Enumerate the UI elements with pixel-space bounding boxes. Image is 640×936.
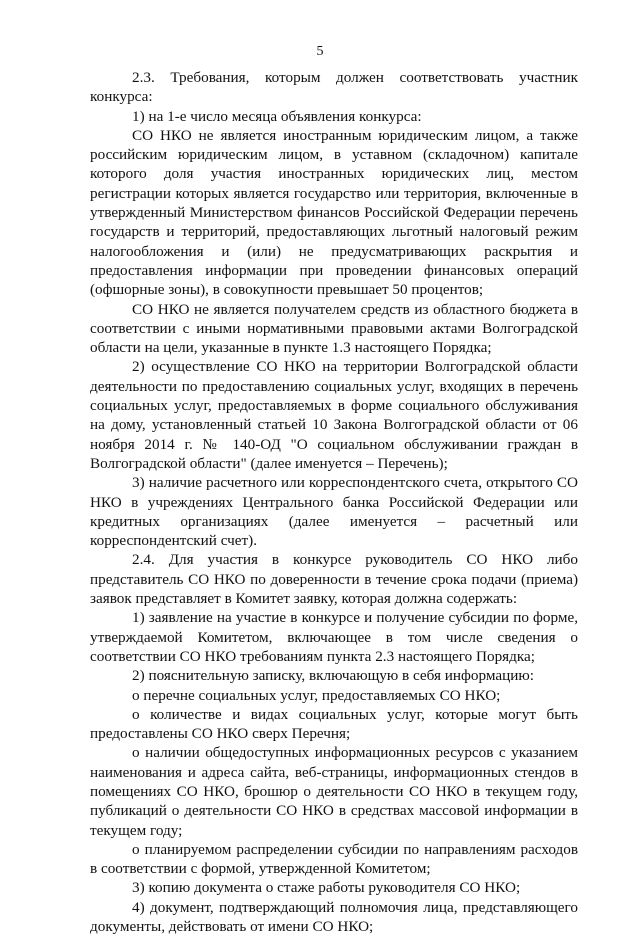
paragraph-budget-recipient: СО НКО не является получателем средств из областного бюджета в соответствии с иными нормативными правовыми актами Волгоградской области на цели, указанные в пункте 1.3 настоящего Порядка;: [90, 300, 578, 357]
paragraph-services-list: о перечне социальных услуг, предоставляемых СО НКО;: [132, 686, 501, 704]
paragraph-extra-services: о количестве и видах социальных услуг, которые могут быть предоставлены СО НКО сверх Перечня;: [90, 705, 578, 743]
paragraph-item-2: 2) осуществление СО НКО на территории Волгоградской области деятельности по предоставлению социальных услуг, входящих в перечень социальных услуг, предоставляемых в форме социального обслуживания на дому, установленный статьей 10 Закона Волгоградской области от 06 ноября 2014 г. № 140-ОД "О социальном обслуживании граждан в Волгоградской области" (далее именуется – Перечень);: [90, 358, 578, 472]
paragraph-item-4-document: 4) документ, подтверждающий полномочия лица, представляющего документы, действовать от имени СО НКО;: [90, 898, 578, 936]
paragraph-2-4-heading: 2.4. Для участия в конкурсе руководитель СО НКО либо представитель СО НКО по доверенности в течение срока подачи (приема) заявок представляет в Комитет заявку, которая должна содержать:: [90, 551, 578, 608]
paragraph-application: 1) заявление на участие в конкурсе и получение субсидии по форме, утверждаемой Комитетом, включающее в том числе сведения о соответствии СО НКО требованиям пункта 2.3 настоящего Порядка;: [90, 609, 578, 665]
paragraph-item-3-copy: 3) копию документа о стаже работы руководителя СО НКО;: [132, 879, 521, 897]
paragraph-item-3: 3) наличие расчетного или корреспондентского счета, открытого СО НКО в учреждениях Центрального банка Российской Федерации или кредитных организациях (далее именуется – расчетный или корреспондентский счет).: [90, 474, 578, 550]
document-body: [90, 68, 578, 936]
paragraph-foreign-entity: СО НКО не является иностранным юридическим лицом, а также российским юридическим лицом, в уставном (складочном) капитале которого доля участия иностранных юридических лиц, местом регистрации которых является государство или территория, включенные в утвержденный Министерством финансов Российской Федерации перечень государств и территорий, предоставляющих льготный налоговый режим налогообложения и (или) не предусматривающих раскрытия и предоставления информации при проведении финансовых операций (офшорные зоны), в совокупности превышает 50 процентов;: [90, 126, 578, 299]
paragraph-explanatory-note: 2) пояснительную записку, включающую в себя информацию:: [132, 667, 534, 685]
page-number: 5: [316, 44, 324, 59]
paragraph-subsidy-distribution: о планируемом распределении субсидии по направлениям расходов в соответствии с формой, утвержденной Комитетом;: [90, 840, 578, 878]
paragraph-item-1: 1) на 1-е число месяца объявления конкурса:: [132, 107, 422, 125]
paragraph-2-3-heading: 2.3. Требования, которым должен соответствовать участник конкурса:: [90, 69, 578, 106]
paragraph-info-resources: о наличии общедоступных информационных ресурсов с указанием наименования и адреса сайта, веб-страницы, информационных стендов в помещениях СО НКО, брошюр о деятельности СО НКО в текущем году, публикаций о деятельности СО НКО в средствах массовой информации в текущем году;: [90, 744, 578, 839]
